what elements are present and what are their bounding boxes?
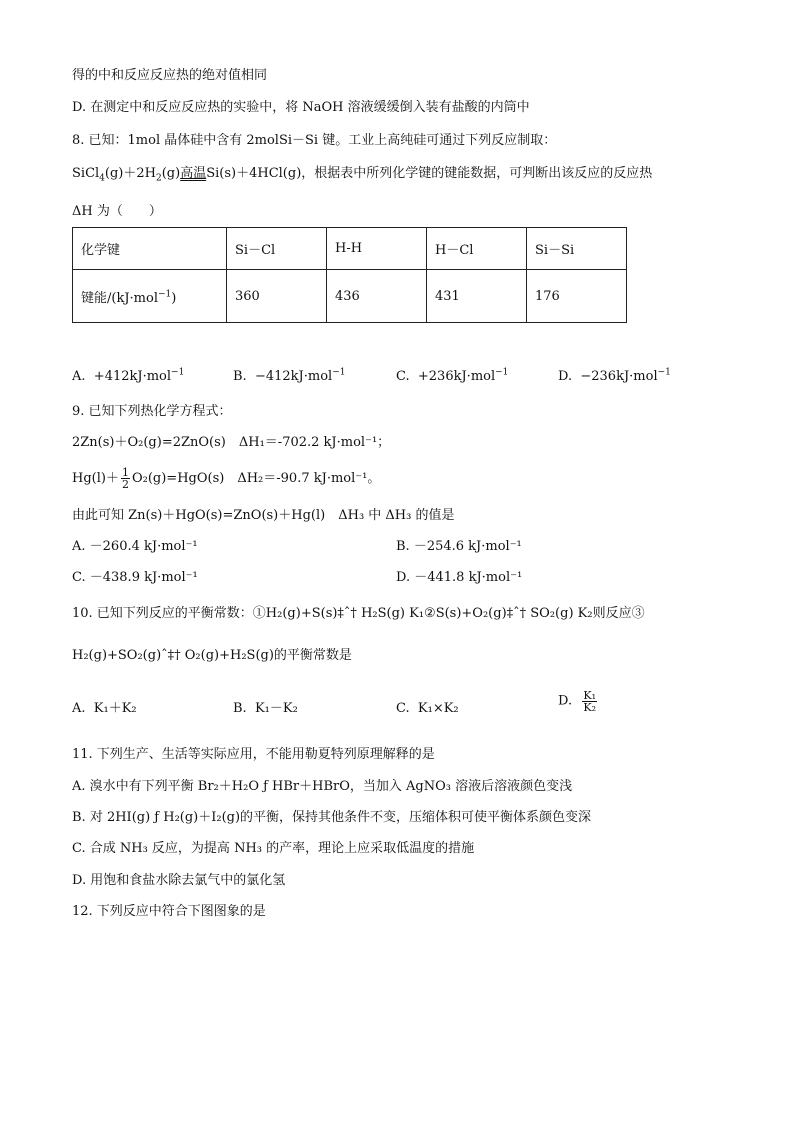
bond-energy-table	[72, 227, 627, 323]
table-cell: 360	[227, 270, 327, 323]
q8-equation: $SiCl_4(g)+2H_2(g)$高温Si(s)＋4HCl(g)，根据表中所列化学键的键能数据，可判断出该反应的反应热	[72, 166, 653, 184]
q12-stem: 12. 下列反应中符合下图图象的是	[72, 904, 266, 919]
q11-option-d: D. 用饱和食盐水除去氯气中的氯化氢	[72, 873, 286, 888]
q8-question: ΔH 为（ ）	[72, 204, 162, 219]
table-cell: 键能/(kJ·mol$^{-1}$)	[73, 270, 227, 323]
table-cell: 431	[427, 270, 527, 323]
table-cell: H－Cl	[427, 228, 527, 270]
q11-option-c: C. 合成 NH₃ 反应，为提高 NH₃ 的产率，理论上应采取低温度的措施	[72, 841, 475, 856]
q7-option-d: D. 在测定中和反应反应热的实验中，将 NaOH 溶液缓缓倒入装有盐酸的内筒中	[72, 100, 530, 115]
q11-stem: 11. 下列生产、生活等实际应用，不能用勒夏特列原理解释的是	[72, 747, 435, 762]
q7-tail-text: 得的中和反应反应热的绝对值相同	[72, 68, 268, 83]
q9-option-d: D. －441.8 kJ·mol⁻¹	[396, 570, 523, 585]
q9-option-b: B. －254.6 kJ·mol⁻¹	[396, 539, 522, 554]
q9-question: 由此可知 Zn(s)＋HgO(s)=ZnO(s)＋Hg(l) ΔH₃ 中 ΔH₃ 的值是	[72, 508, 455, 523]
q10-stem-line-1: 10. 已知下列反应的平衡常数：①H₂(g)+S(s)‡ˆ† H₂S(g) K₁②S(s)+O₂(g)‡ˆ† SO₂(g) K₂则反应③	[72, 606, 645, 621]
table-cell: Si－Si	[527, 228, 627, 270]
q10-option-a: A. K₁＋K₂	[72, 701, 137, 716]
table-cell: Si－Cl	[227, 228, 327, 270]
q8-option-a: A. +412kJ·mol$^{-1}$	[72, 367, 185, 384]
table-cell: H-H	[327, 228, 427, 270]
table-cell: 化学键	[73, 228, 227, 270]
q9-equation-1: 2Zn(s)＋O₂(g)=2ZnO(s) ΔH₁＝-702.2 kJ·mol⁻¹；	[72, 435, 391, 450]
q11-option-a: A. 溴水中有下列平衡 Br₂＋H₂O ƒ HBr＋HBrO，当加入 AgNO₃ 溶液后溶液颜色变浅	[72, 779, 573, 794]
q9-equation-2: Hg(l)＋ $\frac{1}{2}$ O₂(g)=HgO(s) ΔH₂＝-90.7 kJ·mol⁻¹。	[72, 466, 381, 491]
q10-option-b: B. K₁－K₂	[233, 701, 298, 716]
q10-option-d: D. $\frac{\text{K₁}}{\text{K₂}}$	[558, 689, 596, 714]
table-header-row	[73, 228, 627, 270]
q10-stem-line-2: H₂(g)+SO₂(g)ˆ‡† O₂(g)+H₂S(g)的平衡常数是	[72, 648, 352, 663]
q9-option-a: A. －260.4 kJ·mol⁻¹	[72, 539, 198, 554]
q10-option-c: C. K₁×K₂	[396, 701, 459, 716]
q8-option-c: C. +236kJ·mol$^{-1}$	[396, 367, 509, 384]
q9-option-c: C. －438.9 kJ·mol⁻¹	[72, 570, 198, 585]
q8-option-b: B. −412kJ·mol$^{-1}$	[233, 367, 346, 384]
table-row	[73, 270, 627, 323]
q8-option-d: D. −236kJ·mol$^{-1}$	[558, 367, 671, 384]
reaction-condition: 高温	[180, 166, 207, 181]
fraction: $\frac{\text{K₁}}{\text{K₂}}$	[583, 689, 596, 714]
q9-stem: 9. 已知下列热化学方程式：	[72, 404, 232, 419]
fraction: $\frac{1}{2}$	[121, 466, 129, 491]
q8-stem: 8. 已知：1mol 晶体硅中含有 2molSi－Si 键。工业上高纯硅可通过下列反应制取：	[72, 133, 557, 148]
table-cell: 176	[527, 270, 627, 323]
q11-option-b: B. 对 2HI(g) ƒ H₂(g)＋I₂(g)的平衡，保持其他条件不变，压缩体积可使平衡体系颜色变深	[72, 810, 592, 825]
table-cell: 436	[327, 270, 427, 323]
